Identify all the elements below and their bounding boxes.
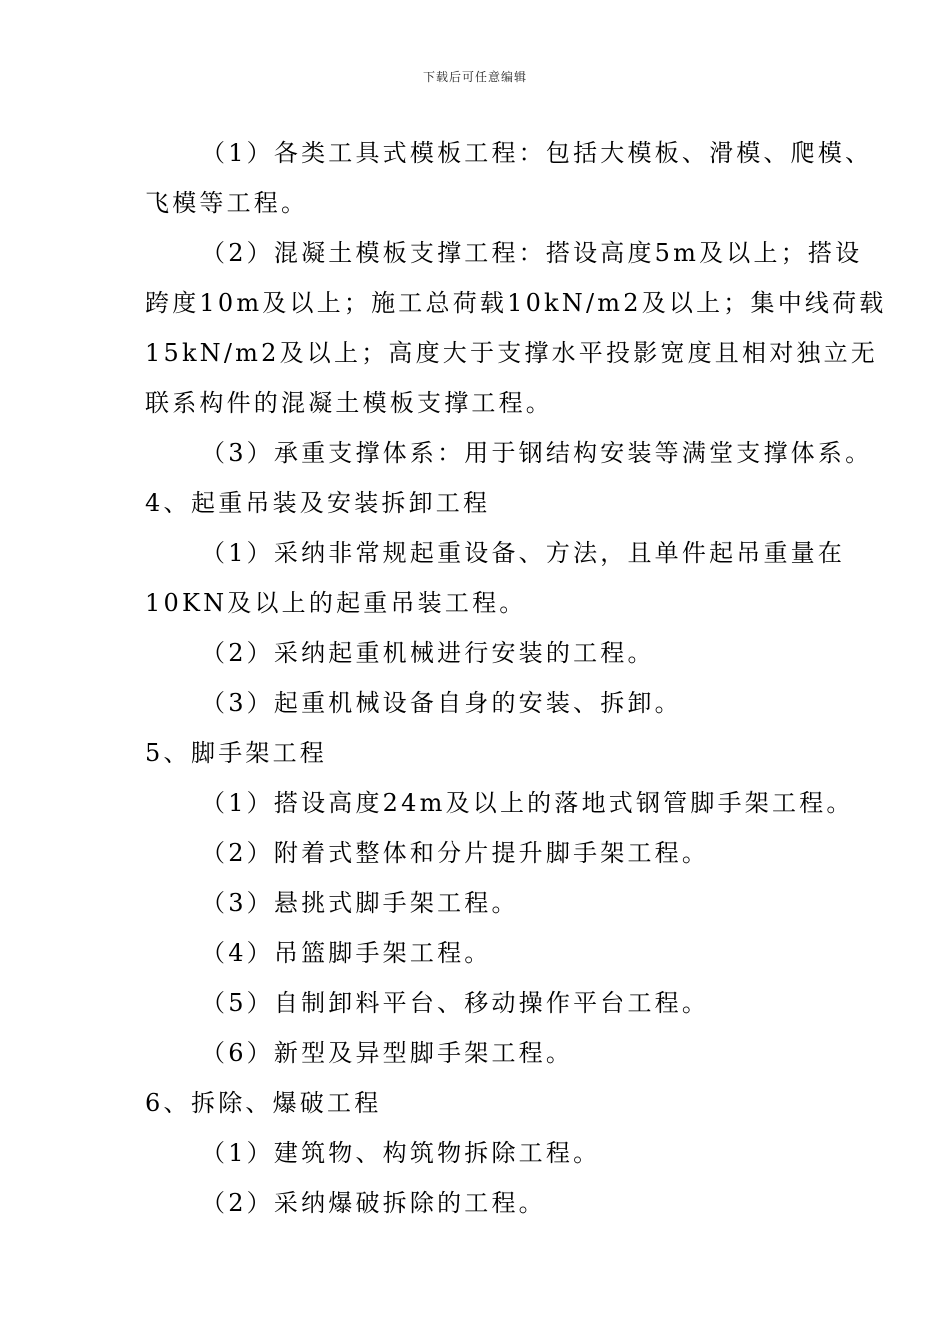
section-number: 4、 [145,489,191,517]
section-number: 5、 [145,739,191,767]
list-item: （2）附着式整体和分片提升脚手架工程。 [201,839,710,867]
section-heading [145,1078,825,1128]
section-number: 6、 [145,1089,191,1117]
document-body [145,128,887,1228]
list-item: （2）采纳起重机械进行安装的工程。 [201,639,655,667]
list-item: （2）混凝土模板支撑工程：搭设高度5m及以上；搭设 [201,239,863,267]
list-item-continuation: 15kN/m2及以上；高度大于支撑水平投影宽度且相对独立无 [145,339,878,367]
section-title: 拆除、爆破工程 [191,1089,382,1117]
section-heading [145,728,825,778]
list-item: （5）自制卸料平台、移动操作平台工程。 [201,989,710,1017]
list-item: （1）采纳非常规起重设备、方法，且单件起吊重量在 [201,539,846,567]
list-item: （2）采纳爆破拆除的工程。 [201,1189,546,1217]
list-item: （1）搭设高度24m及以上的落地式钢管脚手架工程。 [201,789,854,817]
list-item: （6）新型及异型脚手架工程。 [201,1039,574,1067]
list-item: （3）承重支撑体系：用于钢结构安装等满堂支撑体系。 [201,439,873,467]
section-title: 脚手架工程 [191,739,327,767]
list-item: （3）悬挑式脚手架工程。 [201,889,519,917]
list-item-continuation: 联系构件的混凝土模板支撑工程。 [145,389,553,417]
list-item: （1）建筑物、构筑物拆除工程。 [201,1139,601,1167]
list-item-continuation: 飞模等工程。 [145,189,309,217]
section-title: 起重吊装及安装拆卸工程 [191,489,491,517]
page-header: 下载后可任意编辑 [422,70,527,84]
list-item-continuation: 10KN及以上的起重吊装工程。 [145,589,527,617]
list-item: （4）吊篮脚手架工程。 [201,939,492,967]
list-item: （1）各类工具式模板工程：包括大模板、滑模、爬模、 [201,139,873,167]
list-item: （3）起重机械设备自身的安装、拆卸。 [201,689,682,717]
section-heading [145,478,825,528]
list-item-continuation: 跨度10m及以上；施工总荷载10kN/m2及以上；集中线荷载 [145,289,887,317]
